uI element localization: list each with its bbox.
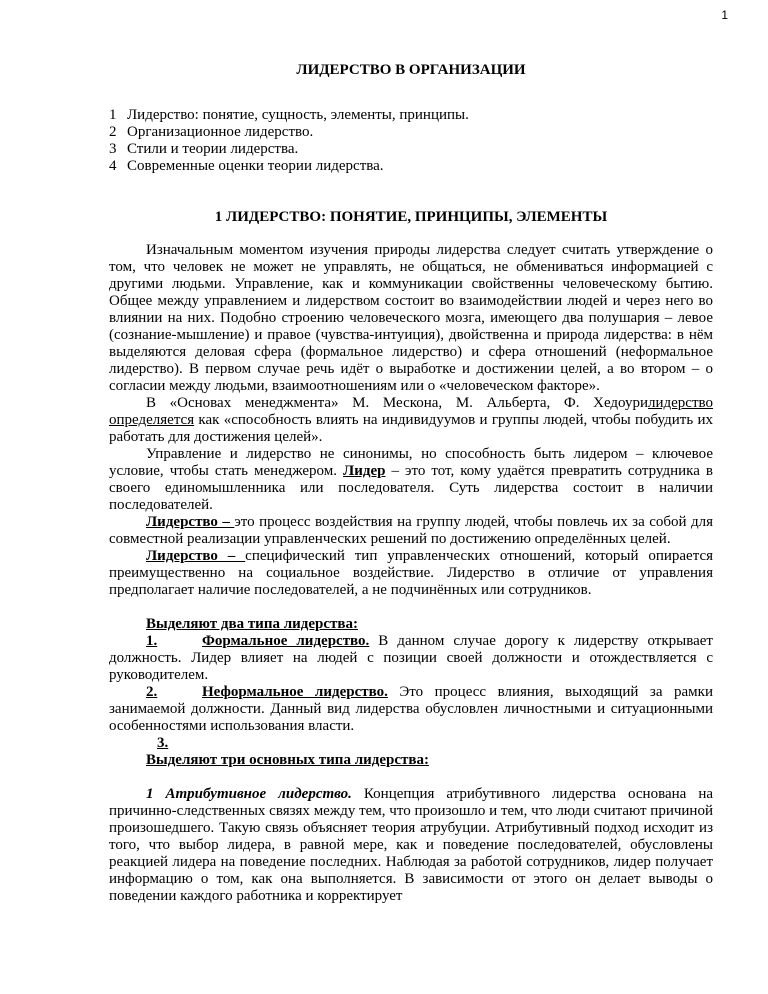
toc-text: Стили и теории лидерства. (127, 141, 299, 157)
toc-item (109, 124, 713, 141)
paragraph-intro: Изначальным моментом изучения природы лидерства следует считать утверждение о том, что человек не может не управлять, не общаться, не обмениваться информацией с другими людьми. Управление, как и коммуникации свойственны человеческому бытию. Общее между управлением и лидерством состоит во взаимодействии людей и через него во влиянии на них. Подобно строению человеческого мозга, имеющего два полушария – левое (сознание-мышление) и правое (чувства-интуиция), двойственна и природа лидерства: в нём выделяются деловая сфера (формальное лидерство) и сфера отношений (неформальное лидерство). В первом случае речь идёт о выработке и достижении целей, а во втором – о согласии между людьми, взаимоотношениям или о «человеческом факторе». (109, 242, 713, 394)
term-attributive: 1 Атрибутивное лидерство. (146, 786, 352, 802)
term-leadership: Лидерство – (146, 548, 246, 564)
toc-text: Лидерство: понятие, сущность, элементы, принципы. (127, 107, 469, 123)
text-run: – это тот, кому удаётся превратить сотрудника в своего единомышленника или последователя. Суть лидерства состоит в наличии последователей. (109, 463, 713, 513)
document-title: ЛИДЕРСТВО В ОРГАНИЗАЦИИ (296, 62, 526, 78)
type-item-formal (109, 633, 713, 684)
toc-number: 4 (109, 158, 117, 174)
page-number: 1 (721, 8, 728, 22)
table-of-contents (109, 107, 713, 175)
types-two-heading: Выделяют два типа лидерства: (146, 616, 358, 632)
toc-item (109, 141, 713, 158)
paragraph-attributive (109, 786, 713, 905)
toc-text: Организационное лидерство. (127, 124, 314, 140)
toc-number: 2 (109, 124, 117, 140)
type-number: 1. (146, 633, 158, 649)
section-title: 1 ЛИДЕРСТВО: ПОНЯТИЕ, ПРИНЦИПЫ, ЭЛЕМЕНТЫ (214, 209, 608, 225)
text-run: В «Основах менеджмента» М. Мескона, М. Альберта, Ф. Хедоури (146, 395, 648, 411)
text-run: специфический тип управленческих отношений, который опирается преимущественно на социальное воздействие. Лидерство в отличие от управления предполагает наличие последователей, а не подчинённых или сотрудников. (109, 548, 714, 598)
term-formal: Формальное лидерство. (202, 633, 370, 649)
toc-item (109, 158, 713, 175)
toc-text: Современные оценки теории лидерства. (127, 158, 384, 174)
spacer (109, 599, 713, 616)
text-run: это процесс воздействия на группу людей, чтобы повлечь их за собой для совместной реализации управленческих решений по достижению определённых целей. (109, 514, 713, 547)
paragraph-leadership-1 (109, 514, 713, 548)
spacer (109, 769, 713, 786)
toc-number: 1 (109, 107, 117, 123)
paragraph-leadership-2 (109, 548, 713, 599)
toc-number: 3 (109, 141, 117, 157)
type-item-informal (109, 684, 713, 735)
term-informal: Неформальное лидерство. (202, 684, 388, 700)
text-run: Это процесс влияния, выходящий за рамки занимаемой должности. Данный вид лидерства обусловлен личностными и ситуационными особенностями использования власти. (109, 684, 713, 734)
paragraph-leader (109, 446, 713, 514)
text-run: Концепция атрибутивного лидерства основана на причинно-следственных связях между тем, что произошло и тем, что люди считают причиной произошедшего. Такую связь объясняет теория атрубуции. Атрибутивный подход исходит из того, что выбор лидера, в равной мере, как и поведение последователей, обусловлены реакцией лидера на поведение последних. Наблюдая за работой сотрудников, лидер получает информацию о том, как она выполняется. В зависимости от этого он делает выводы о поведении каждого работника и корректирует (109, 786, 713, 904)
types-three-heading: Выделяют три основных типа лидерства: (146, 752, 429, 768)
document-page (109, 62, 713, 905)
text-run: Управление и лидерство не синонимы, но способность быть лидером – ключевое условие, чтобы стать менеджером. (109, 446, 713, 479)
type-number-3: 3. (157, 735, 169, 751)
term-leadership: Лидерство – (146, 514, 235, 530)
underlined-text: лидерство определяется (109, 395, 713, 428)
toc-item (109, 107, 713, 124)
type-number: 2. (146, 684, 158, 700)
text-run: В данном случае дорогу к лидерству открывает должность. Лидер влияет на людей с позиции своей должности и отождествляется с руководителем. (109, 633, 713, 683)
paragraph-definition-mescon (109, 395, 713, 446)
term-leader: Лидер (343, 463, 386, 479)
text-run: как «способность влиять на индивидуумов и группы людей, чтобы побудить их работать для достижения целей». (109, 412, 713, 445)
